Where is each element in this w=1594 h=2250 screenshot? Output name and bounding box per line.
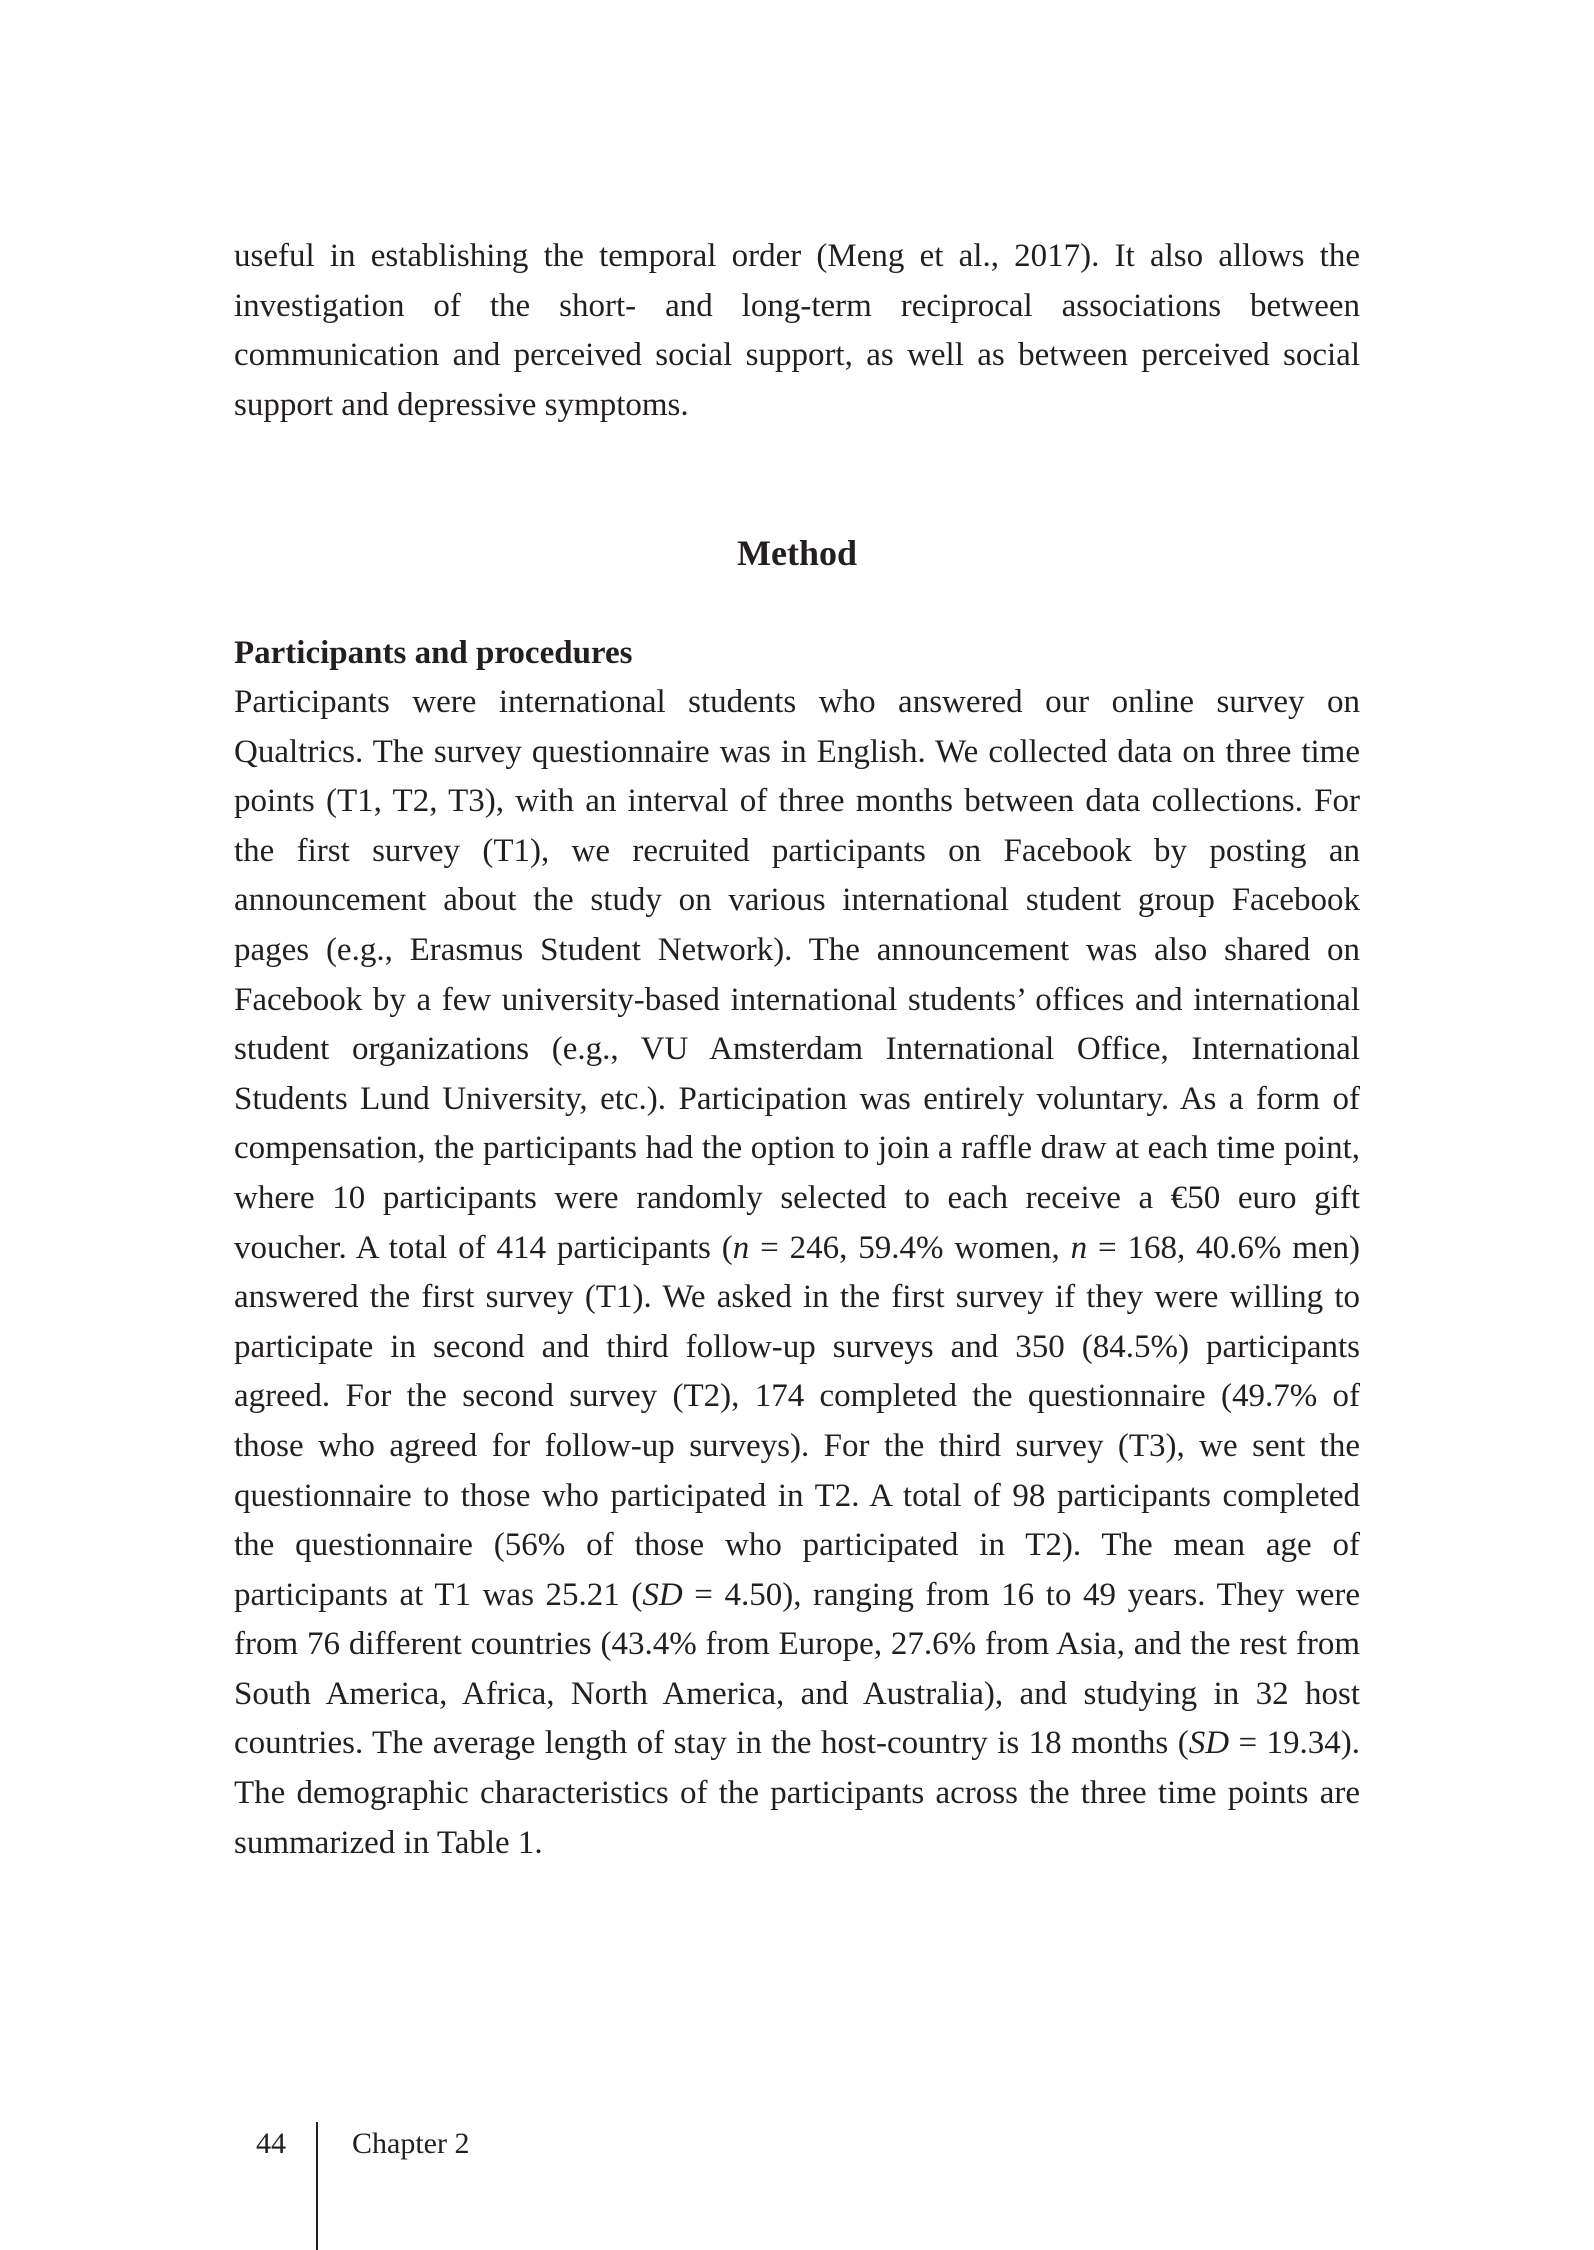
paragraph-text-segment: = 246, 59.4% women, (749, 1229, 1071, 1266)
footer-divider (316, 2122, 318, 2250)
paragraph-text-segment: = 4.50), ranging from 16 to 49 years. They were from 76 different countries (43.4% from Europe, 27.6% from Asia, and the rest from South America, Africa, North America, and Australia), and studying in 32 host countries. The average length of stay in the host-country is 18 months ( (234, 1576, 1361, 1762)
section-heading-method: Method (737, 533, 857, 573)
subsection-heading-participants: Participants and procedures (234, 635, 633, 671)
statistic-symbol-sd: SD (642, 1576, 683, 1613)
chapter-label: Chapter 2 (352, 2127, 470, 2160)
paragraph-text-segment: = 19.34). The demographic characteristics of the participants across the three time points are summarized in Table 1. (234, 1725, 1360, 1861)
intro-paragraph: useful in establishing the temporal order (Meng et al., 2017). It also allows the investigation of the short- and long-term reciprocal associations between communication and perceived social support, as well as between perceived social support and depressive symptoms. (234, 238, 1360, 423)
participants-paragraph (234, 678, 1360, 1868)
page-number: 44 (256, 2127, 286, 2160)
paragraph-text-segment: = 168, 40.6% men) answered the first survey (T1). We asked in the first survey if they were willing to participate in second and third follow-up surveys and 350 (84.5%) participants agreed. For the second survey (T2), 174 completed the questionnaire (49.7% of those who agreed for follow-up surveys). For the third survey (T3), we sent the questionnaire to those who participated in T2. A total of 98 participants completed the questionnaire (56% of those who participated in T2). The mean age of participants at T1 was 25.21 ( (234, 1229, 1361, 1613)
statistic-symbol-sd: SD (1188, 1725, 1230, 1762)
statistic-symbol-n: n (1070, 1229, 1088, 1266)
statistic-symbol-n: n (732, 1229, 750, 1266)
paragraph-text-segment: Participants were international students who answered our online survey on Qualtrics. The survey questionnaire was in English. We collected data on three time points (T1, T2, T3), with an interval of three months between data collections. For the first survey (T1), we recruited participants on Facebook by posting an announcement about the study on various international student group Facebook pages (e.g., Erasmus Student Network). The announcement was also shared on Facebook by a few university-based international students’ offices and international student organizations (e.g., VU Amsterdam International Office, International Students Lund University, etc.). Participation was entirely voluntary. As a form of compensation, the participants had the option to join a raffle draw at each time point, where 10 participants were randomly selected to each receive a €50 euro gift voucher. A total of 414 participants ( (234, 684, 1360, 1266)
